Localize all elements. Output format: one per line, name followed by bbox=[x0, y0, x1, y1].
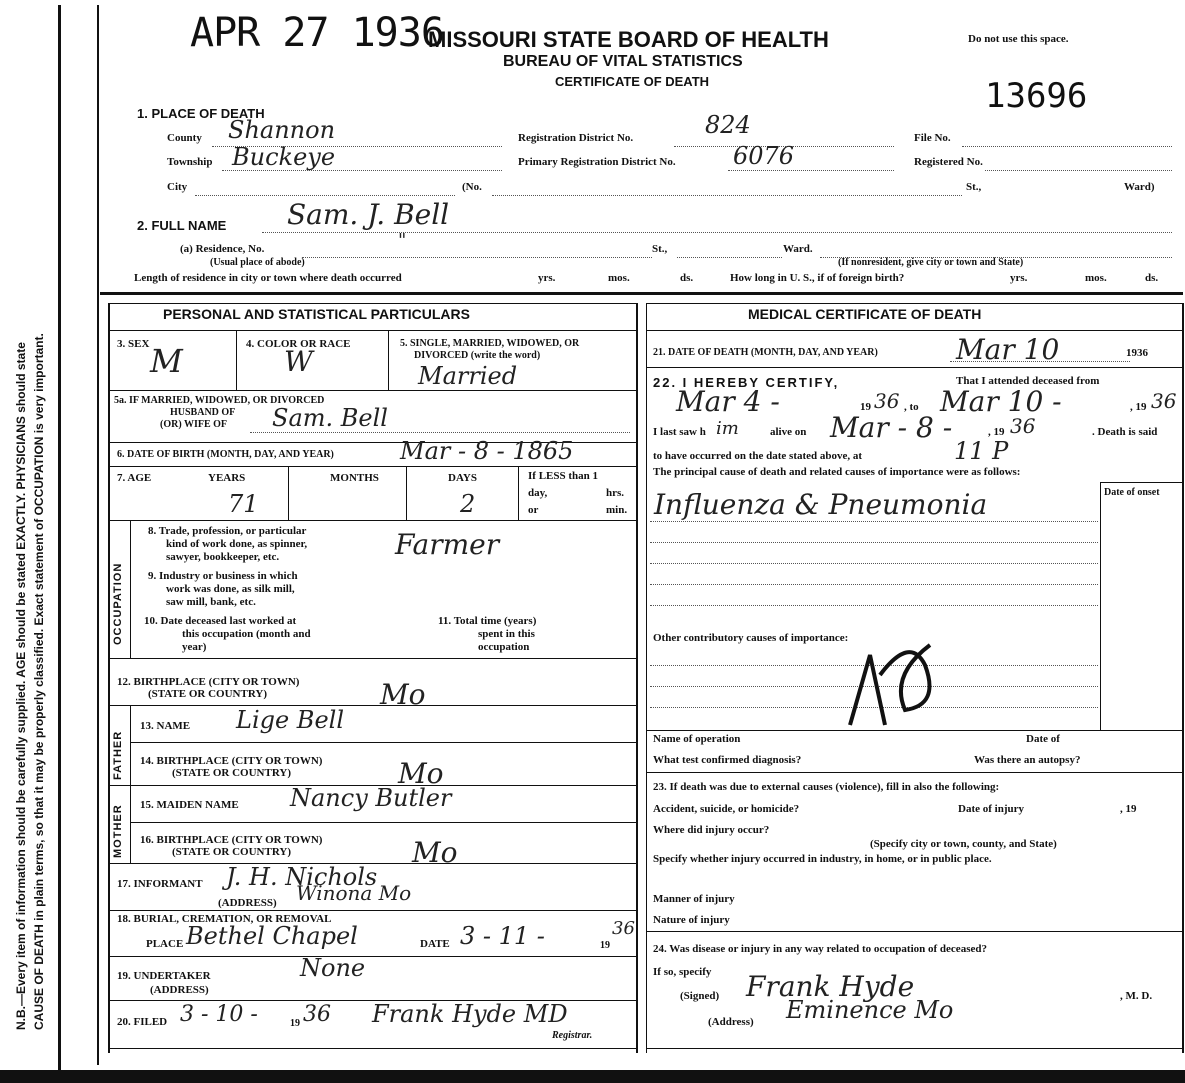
certificate-title: MISSOURI STATE BOARD OF HEALTH bbox=[428, 27, 829, 52]
attended-from-year: 36 bbox=[874, 389, 900, 413]
marital-value: Married bbox=[418, 362, 518, 390]
contributory-text: Other contributory causes of importance: bbox=[653, 632, 849, 644]
primary-reg-label: Primary Registration District No. bbox=[518, 156, 676, 168]
trade-value: Farmer bbox=[395, 528, 500, 561]
residence-street-line bbox=[677, 257, 782, 258]
length-mos-label: mos. bbox=[608, 272, 630, 284]
cause-line-3 bbox=[650, 563, 1098, 564]
less-label-line-1: If LESS than 1 bbox=[528, 470, 599, 482]
informant-label: 17. INFORMANT bbox=[117, 878, 203, 890]
informant-value: J. H. Nichols bbox=[226, 863, 378, 891]
row-border-dob bbox=[108, 466, 636, 467]
principal-cause-text: The principal cause of death and related causes of importance were as follows: bbox=[653, 466, 1021, 478]
age-label: 7. AGE bbox=[117, 472, 152, 484]
years-value: 71 bbox=[228, 490, 259, 518]
days-label: DAYS bbox=[448, 472, 477, 484]
external-causes-label: 23. If death was due to external causes (violence), fill in also the following: bbox=[653, 781, 1000, 793]
burial-year-prefix: 19 bbox=[600, 940, 610, 951]
mother-birthplace-line-1: 16. BIRTHPLACE (CITY OR TOWN) bbox=[140, 834, 323, 846]
age-divider-2 bbox=[406, 466, 407, 520]
trade-label-line-2: kind of work done, as spinner, bbox=[166, 538, 308, 550]
us-mos-label: mos. bbox=[1085, 272, 1107, 284]
mother-name-label: 15. MAIDEN NAME bbox=[140, 799, 239, 811]
operation-date-label: Date of bbox=[1026, 733, 1060, 745]
mother-side-divider bbox=[130, 785, 131, 863]
total-time-line-2: spent in this bbox=[478, 628, 535, 640]
nature-injury-label: Nature of injury bbox=[653, 914, 730, 926]
where-injury-label: Where did injury occur? bbox=[653, 824, 770, 836]
cause-of-death-value: Influenza & Pneumonia bbox=[654, 488, 988, 521]
place-of-death-heading: 1. PLACE OF DEATH bbox=[137, 106, 265, 121]
burial-place-label: PLACE bbox=[146, 938, 184, 950]
row-border-occupation bbox=[108, 658, 636, 659]
cause-line-5 bbox=[650, 605, 1098, 606]
burial-date-value: 3 - 11 - bbox=[460, 922, 545, 950]
right-heading-border bbox=[646, 330, 1182, 331]
row-border-father-name bbox=[130, 742, 636, 743]
spouse-line bbox=[250, 432, 630, 433]
left-heading-border bbox=[108, 330, 636, 331]
father-birthplace-line-2: (STATE OR COUNTRY) bbox=[172, 767, 291, 779]
row-border-operation bbox=[646, 772, 1182, 773]
informant-address-value: Winona Mo bbox=[296, 881, 412, 905]
burial-place-value: Bethel Chapel bbox=[186, 922, 358, 950]
last-saw-label: I last saw h bbox=[653, 426, 706, 438]
undertaker-label: 19. UNDERTAKER bbox=[117, 970, 211, 982]
how-long-us-label: How long in U. S., if of foreign birth? bbox=[730, 272, 905, 284]
if-so-specify-label: If so, specify bbox=[653, 966, 712, 978]
right-column-border bbox=[1182, 303, 1184, 1053]
spouse-label-line-2: HUSBAND OF bbox=[170, 407, 236, 418]
marital-label-line-1: 5. SINGLE, MARRIED, WIDOWED, OR bbox=[400, 338, 580, 349]
manner-injury-label: Manner of injury bbox=[653, 893, 735, 905]
father-side-divider bbox=[130, 705, 131, 785]
residence-line bbox=[302, 257, 652, 258]
row-border-burial bbox=[108, 956, 636, 957]
cause-line-2 bbox=[650, 542, 1098, 543]
date-of-onset-label: Date of onset bbox=[1104, 487, 1160, 498]
specify-industry-label: Specify whether injury occurred in industry, in home, or in public place. bbox=[653, 853, 992, 865]
less-min-label: min. bbox=[606, 504, 628, 516]
informant-address-label: (ADDRESS) bbox=[218, 897, 277, 909]
city-st-label: St., bbox=[966, 181, 982, 193]
undertaker-value: None bbox=[300, 954, 366, 982]
residence-ward-label: Ward. bbox=[783, 243, 813, 255]
middle-column-border bbox=[636, 303, 638, 1053]
mother-side-label: MOTHER bbox=[112, 804, 124, 858]
autopsy-label: Was there an autopsy? bbox=[974, 754, 1081, 766]
attended-to-label: , to bbox=[904, 401, 919, 413]
side-note-line-2: CAUSE OF DEATH in plain terms, so that it may be properly classified. Exact statement of OCCUPATION is very important. bbox=[32, 333, 46, 1030]
burial-label: 18. BURIAL, CREMATION, OR REMOVAL bbox=[117, 913, 332, 925]
certificate-number: 13696 bbox=[985, 76, 1088, 116]
address-label: (Address) bbox=[708, 1016, 754, 1028]
city-label: City bbox=[167, 181, 188, 193]
us-ds-label: ds. bbox=[1145, 272, 1159, 284]
last-worked-line-3: year) bbox=[182, 641, 207, 653]
dob-value: Mar - 8 - 1865 bbox=[400, 437, 574, 465]
attended-to-year: 36 bbox=[1151, 389, 1177, 413]
verification-mark bbox=[830, 615, 950, 745]
primary-reg-line bbox=[728, 170, 894, 171]
registrar-signature: Frank Hyde MD bbox=[372, 1000, 568, 1028]
side-note-line-1: N.B.—Every item of information should be carefully supplied. AGE should be stated EXACTLY. PHYSICIANS should state bbox=[14, 342, 28, 1030]
filed-label: 20. FILED bbox=[117, 1016, 168, 1028]
marital-label-line-2: DIVORCED (write the word) bbox=[414, 350, 541, 361]
row-border-causes bbox=[646, 730, 1182, 731]
specify-city-note: (Specify city or town, county, and State) bbox=[870, 838, 1057, 850]
reg-district-label: Registration District No. bbox=[518, 132, 634, 144]
township-label: Township bbox=[167, 156, 213, 168]
alive-on-value: Mar - 8 - bbox=[830, 411, 953, 444]
filed-value: 3 - 10 - bbox=[180, 1002, 258, 1027]
row-border-sex bbox=[108, 390, 636, 391]
residence-label: (a) Residence, No. bbox=[180, 243, 265, 255]
row-border-external bbox=[646, 931, 1182, 932]
certify-text: That I attended deceased from bbox=[956, 375, 1100, 387]
county-label: County bbox=[167, 132, 202, 144]
personal-heading: PERSONAL AND STATISTICAL PARTICULARS bbox=[163, 306, 470, 322]
color-label: 4. COLOR OR RACE bbox=[246, 338, 351, 350]
less-label-line-2: day, bbox=[528, 487, 548, 499]
birthplace-label-line-2: (STATE OR COUNTRY) bbox=[148, 688, 267, 700]
left-bottom-border bbox=[108, 1048, 636, 1049]
city-ward-label: Ward) bbox=[1124, 181, 1155, 193]
left-column-border bbox=[108, 303, 110, 1053]
do-not-use-note: Do not use this space. bbox=[968, 33, 1069, 45]
row-border-informant bbox=[108, 910, 636, 911]
color-value: W bbox=[284, 345, 313, 378]
industry-label-line-1: 9. Industry or business in which bbox=[148, 570, 298, 582]
sex-color-divider bbox=[236, 330, 237, 390]
certify-label: 22. I HEREBY CERTIFY, bbox=[653, 375, 840, 390]
file-no-label: File No. bbox=[914, 132, 951, 144]
date-of-death-year: 1936 bbox=[1126, 347, 1148, 359]
binding-edge bbox=[58, 5, 61, 1075]
cause-line-1 bbox=[650, 521, 1098, 522]
medical-left-border bbox=[646, 303, 647, 1053]
registered-no-line bbox=[985, 170, 1172, 171]
dob-label: 6. DATE OF BIRTH (MONTH, DAY, AND YEAR) bbox=[117, 449, 334, 460]
total-time-line-1: 11. Total time (years) bbox=[438, 615, 537, 627]
occurred-text: to have occurred on the date stated above, at bbox=[653, 450, 863, 462]
row-border-dod bbox=[646, 367, 1182, 368]
burial-year-value: 36 bbox=[612, 918, 635, 939]
mother-name-value: Nancy Butler bbox=[290, 784, 452, 812]
attended-from-value: Mar 4 - bbox=[676, 385, 780, 418]
city-line bbox=[195, 195, 455, 196]
usual-abode-note: (Usual place of abode) bbox=[210, 257, 305, 268]
reg-district-value: 824 bbox=[705, 111, 751, 139]
years-label: YEARS bbox=[208, 472, 246, 484]
bureau-subtitle: BUREAU OF VITAL STATISTICS bbox=[503, 53, 743, 70]
father-birthplace-line-1: 14. BIRTHPLACE (CITY OR TOWN) bbox=[140, 755, 323, 767]
total-time-line-3: occupation bbox=[478, 641, 530, 653]
length-residence-label: Length of residence in city or town where death occurred bbox=[134, 272, 402, 284]
father-name-label: 13. NAME bbox=[140, 720, 191, 732]
sex-label: 3. SEX bbox=[117, 338, 150, 350]
left-top-border bbox=[108, 303, 636, 304]
file-no-line bbox=[962, 146, 1172, 147]
operation-label: Name of operation bbox=[653, 733, 741, 745]
attended-to-19: , 19 bbox=[1130, 401, 1147, 413]
received-date-stamp: APR 27 1936 bbox=[190, 10, 444, 56]
age-divider-3 bbox=[518, 466, 519, 520]
less-hrs-label: hrs. bbox=[606, 487, 625, 499]
birthplace-value: Mo bbox=[380, 678, 426, 711]
father-birthplace-value: Mo bbox=[398, 757, 444, 790]
alive-on-label: alive on bbox=[770, 426, 807, 438]
cause-line-4 bbox=[650, 584, 1098, 585]
nonresident-note: (If nonresident, give city or town and State) bbox=[838, 257, 1024, 268]
alive-on-year: 36 bbox=[1010, 414, 1036, 438]
trade-label-line-1: 8. Trade, profession, or particular bbox=[148, 525, 307, 537]
test-confirmed-label: What test confirmed diagnosis? bbox=[653, 754, 802, 766]
date-of-death-value: Mar 10 bbox=[956, 333, 1060, 366]
father-side-label: FATHER bbox=[112, 730, 124, 780]
primary-reg-value: 6076 bbox=[733, 142, 795, 170]
last-worked-line-1: 10. Date deceased last worked at bbox=[144, 615, 297, 627]
question-24-label: 24. Was disease or injury in any way related to occupation of deceased? bbox=[653, 943, 987, 955]
industry-label-line-2: work was done, as silk mill, bbox=[166, 583, 295, 595]
attended-from-19: 19 bbox=[860, 401, 871, 413]
undertaker-address-label: (ADDRESS) bbox=[150, 984, 209, 996]
city-no-label: (No. bbox=[462, 181, 482, 193]
filed-year-value: 36 bbox=[303, 1002, 331, 1027]
township-value: Buckeye bbox=[232, 143, 336, 171]
industry-label-line-3: saw mill, bank, etc. bbox=[166, 596, 256, 608]
burial-date-label: DATE bbox=[420, 938, 450, 950]
occupation-side-label: OCCUPATION bbox=[112, 562, 124, 645]
months-label: MONTHS bbox=[330, 472, 379, 484]
onset-top-border bbox=[1100, 482, 1182, 483]
us-yrs-label: yrs. bbox=[1010, 272, 1028, 284]
full-name-value: Sam. J. Bell bbox=[287, 198, 450, 231]
scan-bottom-edge bbox=[0, 1070, 1185, 1083]
certificate-subtitle: CERTIFICATE OF DEATH bbox=[555, 74, 710, 89]
full-name-label: 2. FULL NAME bbox=[137, 218, 227, 233]
signed-value: Frank Hyde bbox=[746, 970, 915, 1003]
row-border-birthplace bbox=[108, 705, 636, 706]
residence-st-label: St., bbox=[652, 243, 668, 255]
age-divider-1 bbox=[288, 466, 289, 520]
birthplace-label-line-1: 12. BIRTHPLACE (CITY OR TOWN) bbox=[117, 676, 300, 688]
onset-column-border bbox=[1100, 482, 1101, 730]
alive-on-19: , 19 bbox=[988, 426, 1005, 438]
last-worked-line-2: this occupation (month and bbox=[182, 628, 311, 640]
address-value: Eminence Mo bbox=[786, 996, 954, 1024]
death-said-label: . Death is said bbox=[1092, 426, 1158, 438]
registrar-label: Registrar. bbox=[552, 1030, 593, 1041]
section-divider bbox=[100, 292, 1183, 295]
city-street-line bbox=[492, 195, 962, 196]
injury-date-19: , 19 bbox=[1120, 803, 1137, 815]
row-border-mother-name bbox=[130, 822, 636, 823]
county-value: Shannon bbox=[228, 116, 336, 144]
registered-no-label: Registered No. bbox=[914, 156, 983, 168]
signed-label: (Signed) bbox=[680, 990, 720, 1002]
mother-birthplace-line-2: (STATE OR COUNTRY) bbox=[172, 846, 291, 858]
accident-label: Accident, suicide, or homicide? bbox=[653, 803, 800, 815]
attended-to-value: Mar 10 - bbox=[940, 385, 1062, 418]
trade-label-line-3: sawyer, bookkeeper, etc. bbox=[166, 551, 280, 563]
less-label-line-3: or bbox=[528, 504, 539, 516]
days-value: 2 bbox=[460, 490, 476, 518]
spouse-label-line-1: 5a. IF MARRIED, WIDOWED, OR DIVORCED bbox=[114, 395, 325, 406]
last-saw-value: im bbox=[716, 418, 739, 439]
occurred-time-value: 11 P bbox=[954, 437, 1009, 465]
injury-date-label: Date of injury bbox=[958, 803, 1024, 815]
spouse-value: Sam. Bell bbox=[272, 404, 388, 432]
occupation-side-divider bbox=[130, 520, 131, 658]
father-name-value: Lige Bell bbox=[236, 706, 344, 734]
form-left-border bbox=[97, 5, 99, 1065]
residence-value: " bbox=[398, 230, 407, 251]
row-border-age bbox=[108, 520, 636, 521]
medical-heading: MEDICAL CERTIFICATE OF DEATH bbox=[748, 306, 982, 322]
sex-value: M bbox=[150, 342, 183, 380]
color-marital-divider bbox=[388, 330, 389, 390]
spouse-label-line-3: (OR) WIFE OF bbox=[160, 419, 228, 430]
filed-year-prefix: 19 bbox=[290, 1018, 300, 1029]
length-ds-label: ds. bbox=[680, 272, 694, 284]
md-label: , M. D. bbox=[1120, 990, 1153, 1002]
date-of-death-label: 21. DATE OF DEATH (MONTH, DAY, AND YEAR) bbox=[653, 347, 878, 358]
mother-birthplace-value: Mo bbox=[412, 836, 458, 869]
right-top-border bbox=[646, 303, 1182, 304]
length-yrs-label: yrs. bbox=[538, 272, 556, 284]
right-bottom-border bbox=[646, 1048, 1182, 1049]
